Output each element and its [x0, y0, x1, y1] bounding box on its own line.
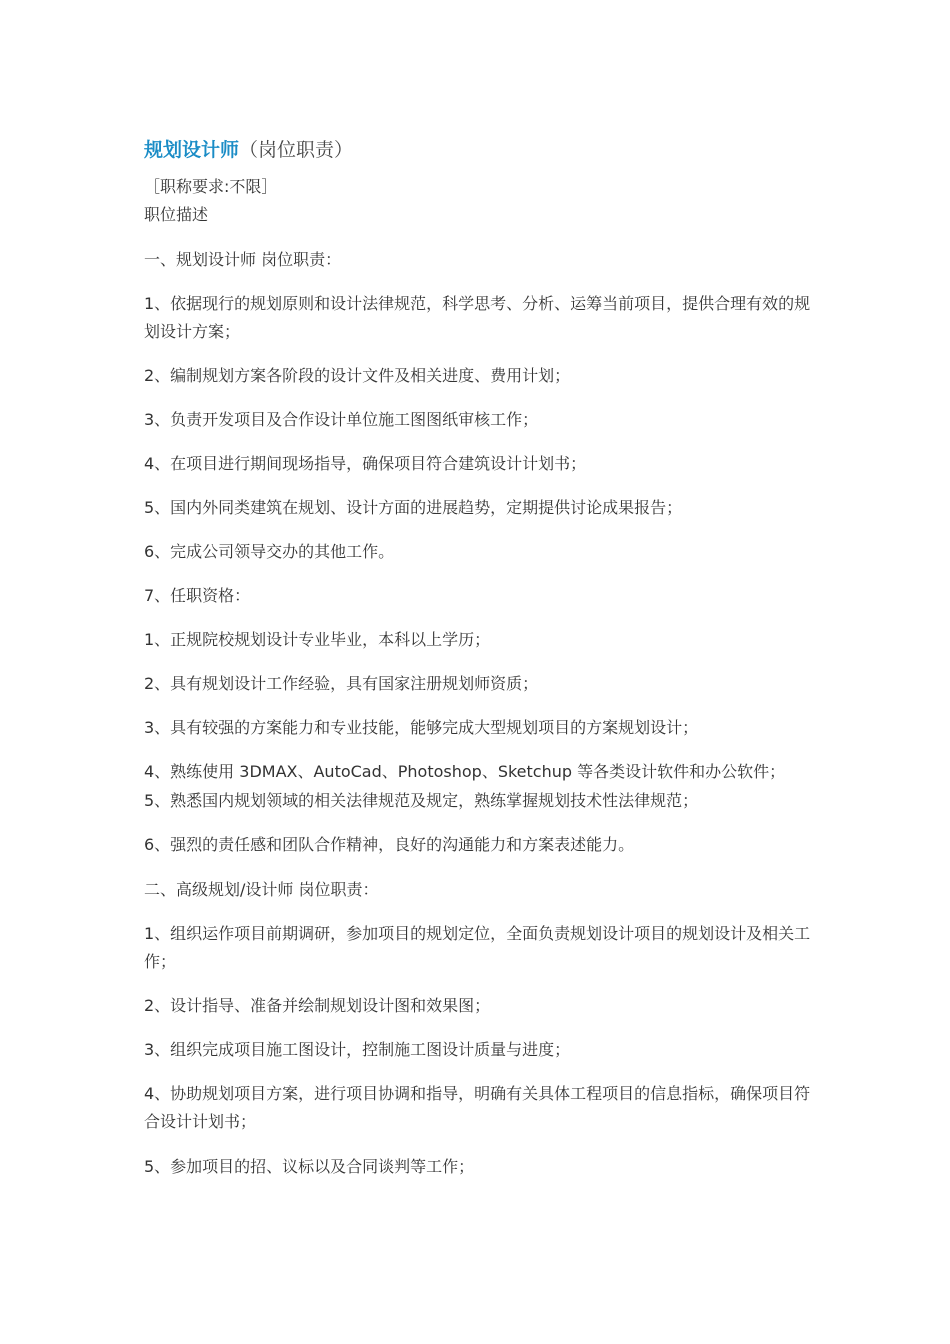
paragraph-line: 6、完成公司领导交办的其他工作。: [144, 542, 395, 561]
paragraph-line: 4、协助规划项目方案，进行项目协调和指导，明确有关具体工程项目的信息指标，确保项目符合设计计划书；: [144, 1084, 811, 1131]
paragraph-line: 1、依据现行的规划原则和设计法律规范，科学思考、分析、运筹当前项目，提供合理有效的规划设计方案；: [144, 294, 811, 341]
paragraph-line: 3、组织完成项目施工图设计，控制施工图设计质量与进度；: [144, 1040, 571, 1059]
paragraph-line: 3、具有较强的方案能力和专业技能，能够完成大型规划项目的方案规划设计；: [144, 718, 699, 737]
paragraph-line: 4、在项目进行期间现场指导，确保项目符合建筑设计计划书；: [144, 454, 587, 473]
title-main: 规划设计师: [144, 139, 240, 161]
paragraph-line: 7、任职资格：: [144, 586, 251, 605]
paragraph-line: 2、设计指导、准备并绘制规划设计图和效果图；: [144, 996, 491, 1015]
section-heading: 一、规划设计师 岗位职责：: [144, 250, 342, 269]
paragraph-line: 5、国内外同类建筑在规划、设计方面的进展趋势，定期提供讨论成果报告；: [144, 498, 683, 517]
description-label: 职位描述: [144, 205, 209, 224]
paragraph-line: 3、负责开发项目及合作设计单位施工图图纸审核工作；: [144, 410, 539, 429]
title-subtitle: （岗位职责）: [239, 139, 354, 161]
paragraph-line: 5、参加项目的招、议标以及合同谈判等工作；: [144, 1157, 475, 1176]
paragraph-line: 2、具有规划设计工作经验，具有国家注册规划师资质；: [144, 674, 539, 693]
paragraph-line: 5、熟悉国内规划领域的相关法律规范及规定，熟练掌握规划技术性法律规范；: [144, 791, 699, 810]
paragraph-line: 4、熟练使用 3DMAX、AutoCad、Photoshop、Sketchup 等各类设计软件和办公软件；: [144, 762, 786, 781]
section-heading: 二、高级规划/设计师 岗位职责：: [144, 880, 379, 899]
document-title: [144, 136, 353, 164]
paragraph-line: 1、组织运作项目前期调研，参加项目的规划定位，全面负责规划设计项目的规划设计及相关工作；: [144, 924, 811, 971]
paragraph-line: 2、编制规划方案各阶段的设计文件及相关进度、费用计划；: [144, 366, 571, 385]
requirement-line: ［职称要求:不限］: [144, 177, 278, 196]
paragraph-line: 6、强烈的责任感和团队合作精神，良好的沟通能力和方案表述能力。: [144, 835, 635, 854]
paragraph-line: 1、正规院校规划设计专业毕业，本科以上学历；: [144, 630, 491, 649]
